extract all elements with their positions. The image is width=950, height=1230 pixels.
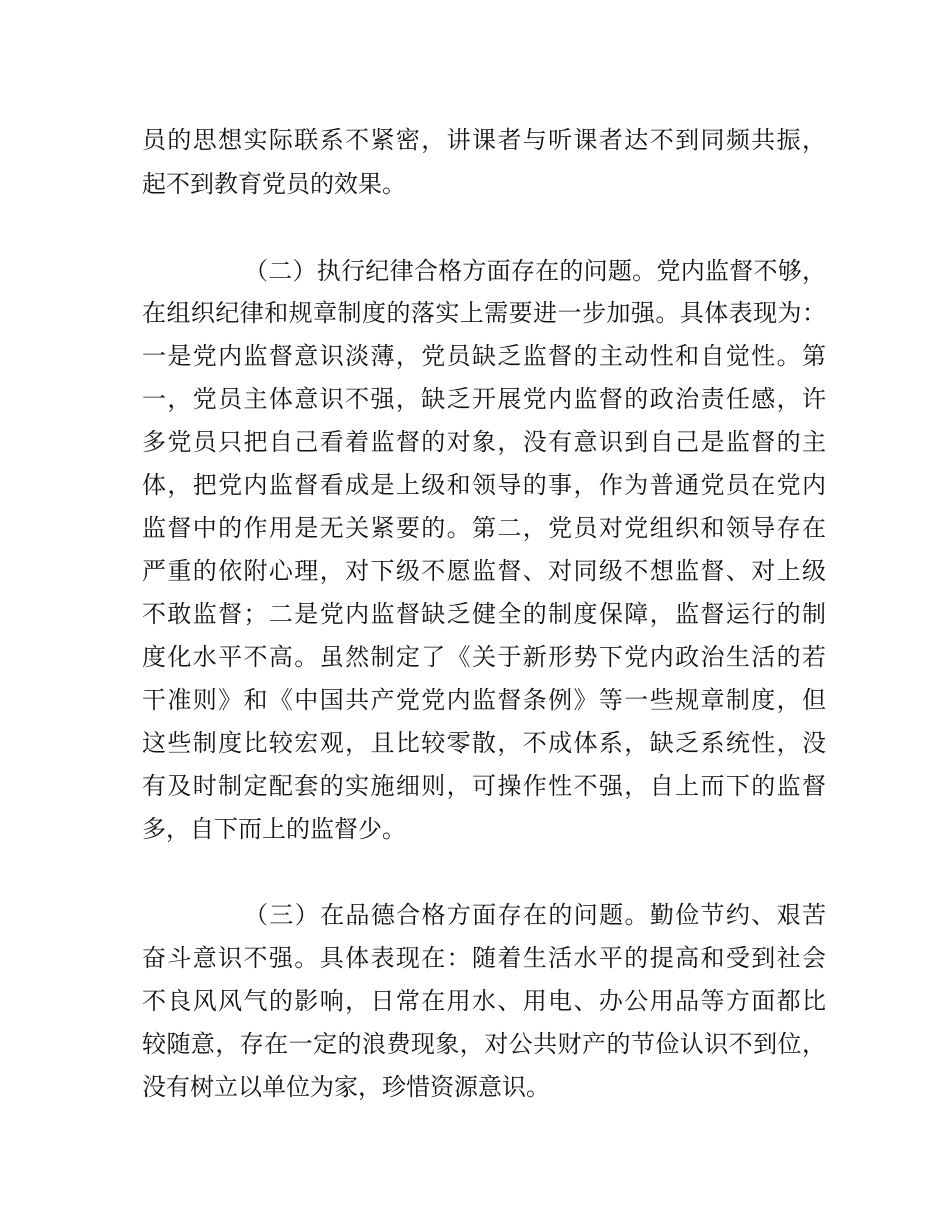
paragraph-3-line-3: 不良风风气的影响，日常在用水、用电、办公用品等方面都比: [142, 987, 826, 1015]
paragraph-2-line-1: （二）执行纪律合格方面存在的问题。党内监督不够，: [244, 257, 826, 285]
paragraph-2-line-3: 一是党内监督意识淡薄，党员缺乏监督的主动性和自觉性。第: [142, 342, 826, 370]
paragraph-2-line-6: 体，把党内监督看成是上级和领导的事，作为普通党员在党内: [142, 471, 826, 499]
paragraph-2-line-5: 多党员只把自己看着监督的对象，没有意识到自己是监督的主: [142, 428, 826, 456]
paragraph-2-line-8: 严重的依附心理，对下级不愿监督、对同级不想监督、对上级: [142, 557, 826, 585]
paragraph-1-line-1: 员的思想实际联系不紧密，讲课者与听课者达不到同频共振，: [142, 126, 826, 154]
paragraph-2-line-4: 一，党员主体意识不强，缺乏开展党内监督的政治责任感，许: [142, 385, 826, 413]
paragraph-2-line-13: 有及时制定配套的实施细则，可操作性不强，自上而下的监督: [142, 772, 826, 800]
paragraph-1-line-2: 起不到教育党员的效果。: [142, 170, 406, 198]
paragraph-2-line-7: 监督中的作用是无关紧要的。第二，党员对党组织和领导存在: [142, 514, 826, 542]
paragraph-2-line-10: 度化水平不高。虽然制定了《关于新形势下党内政治生活的若: [142, 643, 826, 671]
paragraph-2-line-2: 在组织纪律和规章制度的落实上需要进一步加强。具体表现为：: [142, 299, 826, 327]
paragraph-2-line-9: 不敢监督；二是党内监督缺乏健全的制度保障，监督运行的制: [142, 600, 826, 628]
paragraph-2-line-11: 干准则》和《中国共产党党内监督条例》等一些规章制度，但: [142, 686, 826, 714]
paragraph-2-line-14: 多，自下而上的监督少。: [142, 815, 406, 843]
paragraph-2-line-12: 这些制度比较宏观，且比较零散，不成体系，缺乏系统性，没: [142, 729, 826, 757]
paragraph-3-line-5: 没有树立以单位为家，珍惜资源意识。: [142, 1073, 550, 1101]
paragraph-3-line-4: 较随意，存在一定的浪费现象，对公共财产的节俭认识不到位，: [142, 1030, 826, 1058]
paragraph-3-line-1: （三）在品德合格方面存在的问题。勤俭节约、艰苦: [244, 901, 826, 929]
paragraph-3-line-2: 奋斗意识不强。具体表现在：随着生活水平的提高和受到社会: [142, 944, 826, 972]
